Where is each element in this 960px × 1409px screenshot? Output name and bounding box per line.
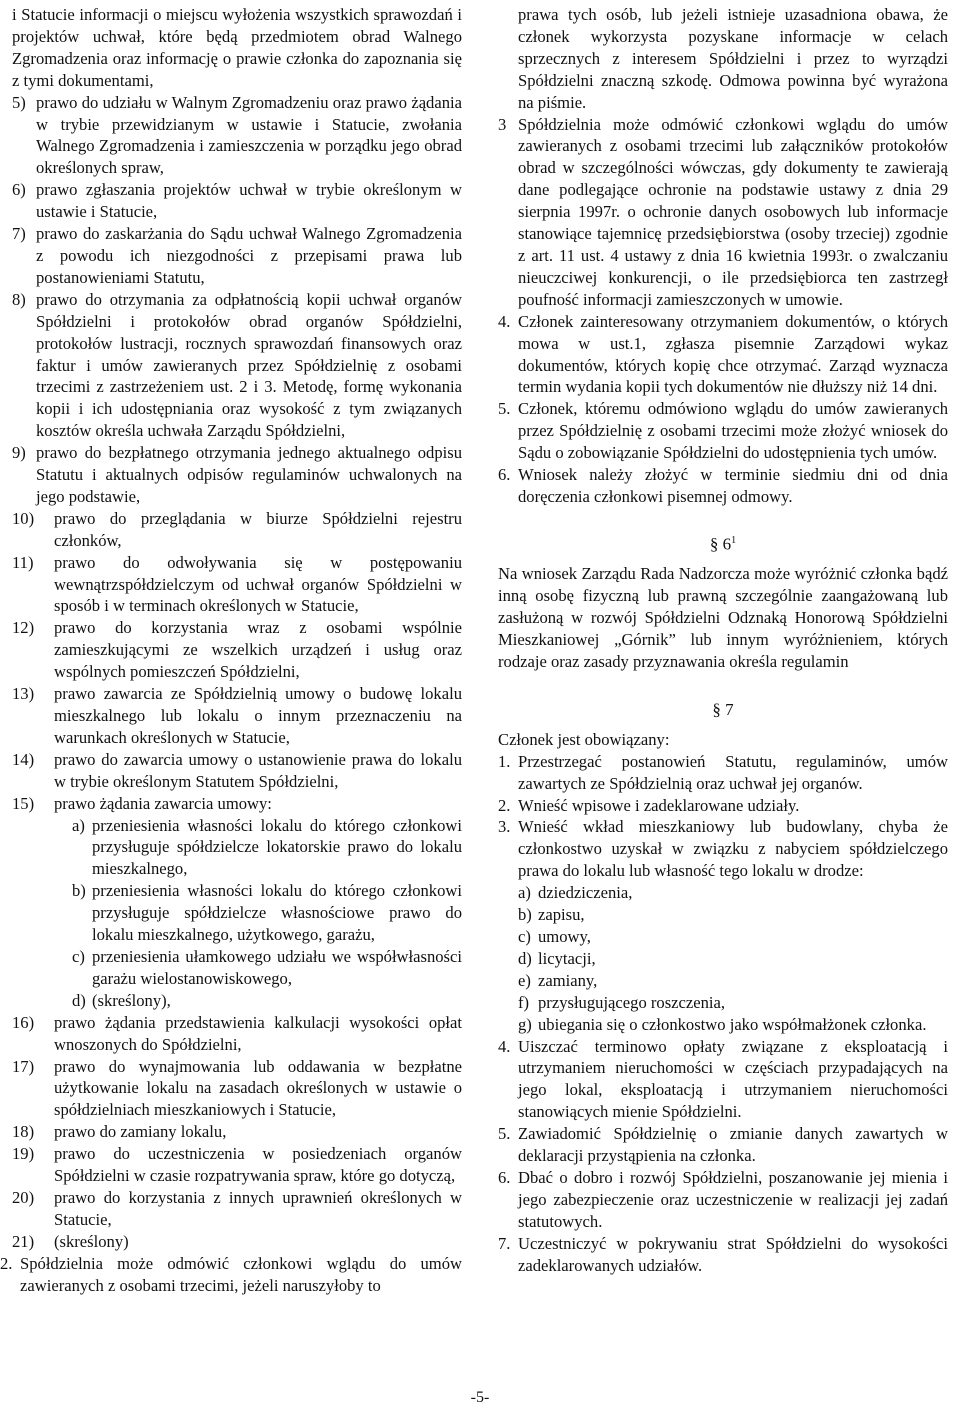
item-text: prawo do udziału w Walnym Zgromadzeniu oraz prawo żądania w trybie przewidzianym w ustawie i Statucie, zwołania Walnego Zgromadzenia i zamieszczenia w porządku jego obrad określonych spraw, xyxy=(36,92,462,178)
sub-item-text: dziedziczenia, xyxy=(538,883,633,903)
paragraph-point xyxy=(498,398,948,464)
point-text: Spółdzielnia może odmówić członkowi wglądu do umów zawieranych z osobami trzecimi, jeżeli naruszyłoby to xyxy=(20,1253,462,1295)
list-item xyxy=(12,179,462,223)
sub-list-item xyxy=(518,948,948,970)
sub-list-item xyxy=(72,990,462,1012)
continued-paragraph: prawa tych osób, lub jeżeli istnieje uzasadniona obawa, że członek wykorzysta pozyskane informacje w celach sprzecznych z interesem Spółdzielni i przez to wyrządzi Spółdzielni znaczną szkodę. Odmowa powinna być wyrażona na piśmie. xyxy=(518,5,948,112)
list-item xyxy=(12,1231,462,1253)
sub-item-letter: d) xyxy=(518,948,532,968)
item-text: prawo do zamiany lokalu, xyxy=(54,1122,227,1142)
section-heading: § 7 xyxy=(712,699,734,719)
list-item xyxy=(12,92,462,180)
item-number: 10) xyxy=(12,508,35,528)
item-number: 3. xyxy=(498,817,511,837)
point-number: 6. xyxy=(498,465,511,485)
item-number: 15) xyxy=(12,793,35,813)
item-text: prawo do otrzymania za odpłatnością kopii uchwał organów Spółdzielni i protokołów obrad organów Spółdzielni, protokołów lustracji, rocznych sprawozdań finansowych oraz faktur i umów zawieranych przez Spółdzielnię z osobami trzecimi z zastrzeżeniem ust. 2 i 3. Metodę, formę wykonania kopii i ich udostępniania oraz wysokość z tym związanych kosztów określa uchwała Zarządu Spółdzielni, xyxy=(36,289,462,441)
sub-list-item xyxy=(72,946,462,990)
list-item xyxy=(12,442,462,508)
list-item xyxy=(12,289,462,442)
sub-item-text: przeniesienia własności lokalu do którego członkowi przysługuje spółdzielcze lokatorskie prawo do lokalu mieszkalnego, xyxy=(92,815,462,879)
item-text: Wnieść wkład mieszkaniowy lub budowlany, chyba że członkostwo uzyskał w związku z nabyciem spółdzielczego prawa do lokalu lub własność tego lokalu w drodze: xyxy=(518,817,948,881)
list-item xyxy=(12,749,462,793)
list-item xyxy=(12,1187,462,1231)
sub-item-text: ubiegania się o członkostwo jako współmałżonek członka. xyxy=(538,1014,927,1034)
item-text: Uiszczać terminowo opłaty związane z eksploatacją i utrzymaniem nieruchomości w częściach przypadających na jego lokal, eksploatacją i utrzymaniem nieruchomości stanowiących mienie Spółdzielni. xyxy=(518,1036,948,1122)
section-superscript: 1 xyxy=(731,534,737,546)
item-number: 18) xyxy=(12,1122,35,1142)
item-number: 7. xyxy=(498,1233,511,1253)
item-text: (skreślony) xyxy=(54,1231,129,1251)
item-text: prawo do wynajmowania lub oddawania w bezpłatne użytkowanie lokalu na zasadach określonych w ustawie o spółdzielniach mieszkaniowych i Statucie, xyxy=(54,1056,462,1120)
point-text: Członek zainteresowany otrzymaniem dokumentów, o których mowa w ust.1, zgłasza pisemnie Zarządowi wykaz dokumentów, których kopię chce otrzymać. Zarząd wyznacza termin wydania kopii tych dokumentów nie dłuższy niż 14 dni. xyxy=(518,311,948,397)
sub-item-text: umowy, xyxy=(538,927,591,946)
item-text: prawo zgłaszania projektów uchwał w trybie określonym w ustawie i Statucie, xyxy=(36,180,462,222)
list-item xyxy=(12,223,462,289)
sub-list-item xyxy=(518,882,948,904)
item-number: 6. xyxy=(498,1167,511,1187)
item-number: 7) xyxy=(12,224,26,244)
item-text: prawo zawarcia ze Spółdzielnią umowy o budowę lokalu mieszkalnego lub lokalu o innym przeznaczeniu na warunkach określonych w Statucie, xyxy=(54,684,462,747)
sub-list-item xyxy=(518,904,948,926)
list-item xyxy=(498,1036,948,1124)
sub-item-letter: c) xyxy=(72,946,85,966)
sub-item-text: licytacji, xyxy=(538,948,596,968)
sub-item-letter: d) xyxy=(72,990,86,1010)
item-number: 4. xyxy=(498,1036,511,1056)
item-number: 9) xyxy=(12,443,26,463)
list-item xyxy=(12,793,462,815)
list-item xyxy=(498,1233,948,1277)
point-number: 4. xyxy=(498,311,511,331)
item-text: prawo żądania przedstawienia kalkulacji wysokości opłat wnoszonych do Spółdzielni, xyxy=(54,1012,462,1054)
item-text: Uczestniczyć w pokrywaniu strat Spółdzielni do wysokości zadeklarowanych udziałów. xyxy=(518,1233,948,1275)
sub-item-text: zamiany, xyxy=(538,970,598,990)
paragraph-point xyxy=(498,114,948,311)
item-number: 19) xyxy=(12,1144,35,1164)
section-paragraph: Na wniosek Zarządu Rada Nadzorcza może wyróżnić członka bądź inną osobę fizyczną lub prawną szczególnie zaangażowaną lub zasłużoną w rozwój Spółdzielni Odznaką Honorową Spółdzielni Mieszkaniowej „Górnik” lub innym wyróżnieniem, których rodzaje oraz zasady przyznawania określa regulamin xyxy=(498,564,948,672)
list-item xyxy=(12,508,462,552)
item-text: prawo do zaskarżania do Sądu uchwał Walnego Zgromadzenia z powodu ich niezgodności z przepisami prawa lub postanowieniami Statutu, xyxy=(36,224,462,287)
item-text: prawo do korzystania z innych uprawnień określonych w Statucie, xyxy=(54,1187,462,1229)
list-item xyxy=(498,816,948,882)
point-text: Wniosek należy złożyć w terminie siedmiu dni od dnia doręczenia członkowi pisemnej odmowy. xyxy=(518,465,948,506)
point-text: Spółdzielnia może odmówić członkowi wglądu do umów zawieranych z osobami trzecimi lub załączników protokołów obrad w szczególności wówczas, gdy dokumenty te zawierają dane podlegające ochronie na podstawie ustawy z dnia 29 sierpnia 1997r. o ochronie danych osobowych lub informacje stanowiące tajemnicę przedsiębiorstwa (osoby trzeciej) zgodnie z art. 11 ust. 4 ustawy z dnia 16 kwietnia 1993r. o zwalczaniu nieuczciwej konkurencji, o ile przedsiębiorca ten zastrzegł poufność informacji zamieszczonych w umowie. xyxy=(518,114,948,309)
item-number: 1. xyxy=(498,751,511,771)
sub-item-letter: g) xyxy=(518,1014,532,1034)
point-number: 5. xyxy=(498,399,511,419)
item-number: 8) xyxy=(12,289,26,309)
sub-item-text: przeniesienia własności lokalu do którego członkowi przysługuje spółdzielcze własnościowe prawo do lokalu mieszkalnego, użytkowego, garażu, xyxy=(92,881,462,945)
item-text: Przestrzegać postanowień Statutu, regulaminów, umów zawartych ze Spółdzielnią oraz uchwał jej organów. xyxy=(518,751,948,793)
sub-item-letter: b) xyxy=(518,905,532,925)
item-text: Zawiadomić Spółdzielnię o zmianie danych zawartych w deklaracji przystąpienia na członka. xyxy=(518,1124,948,1166)
page-number: -5- xyxy=(470,1389,490,1406)
sub-list-item xyxy=(518,1014,948,1036)
section-intro: Członek jest obowiązany: xyxy=(498,729,670,749)
item-text: prawo do odwoływania się w postępowaniu wewnątrzspółdzielczym od uchwał organów Spółdzielni w sposób i w terminach określonych w Statucie, xyxy=(54,552,462,616)
point-number: 2. xyxy=(0,1253,13,1273)
sub-item-letter: f) xyxy=(518,992,530,1012)
list-item xyxy=(498,795,948,817)
item-text: prawo do bezpłatnego otrzymania jednego aktualnego odpisu Statutu i aktualnych odpisów regulaminów uchwalonych na jego podstawie, xyxy=(36,443,462,506)
item-number: 17) xyxy=(12,1056,35,1076)
item-text: prawo żądania zawarcia umowy: xyxy=(54,793,272,813)
paragraph-point xyxy=(0,1253,462,1297)
list-item xyxy=(12,552,462,618)
item-number: 16) xyxy=(12,1012,35,1032)
item-number: 14) xyxy=(12,749,35,769)
item-text: Wnieść wpisowe i zadeklarowane udziały. xyxy=(518,795,800,815)
item-number: 2. xyxy=(498,795,511,815)
item-text: prawo do przeglądania w biurze Spółdzielni rejestru członków, xyxy=(54,508,462,550)
intro-paragraph: i Statucie informacji o miejscu wyłożenia wszystkich sprawozdań i projektów uchwał, które będą przedmiotem obrad Walnego Zgromadzenia oraz informację o prawie członka do zapoznania się z tymi dokumentami, xyxy=(12,5,462,90)
sub-item-text: zapisu, xyxy=(538,905,585,925)
sub-list-item xyxy=(518,970,948,992)
item-number: 5) xyxy=(12,92,26,112)
list-item xyxy=(12,1143,462,1187)
point-number: 3 xyxy=(498,114,507,134)
item-text: Dbać o dobro i rozwój Spółdzielni, poszanowanie jej mienia i jego zabezpieczenie oraz uczestniczenie w realizacji jej zadań statutowych. xyxy=(518,1167,948,1231)
point-text: Członek, któremu odmówiono wglądu do umów zawieranych przez Spółdzielnię z osobami trzecimi może złożyć wniosek do Sądu o zobowiązanie Spółdzielni do udostępnienia tych umów. xyxy=(518,399,948,463)
item-number: 13) xyxy=(12,684,35,704)
item-text: prawo do uczestniczenia w posiedzeniach organów Spółdzielni w czasie rozpatrywania spraw, które go dotyczą, xyxy=(54,1144,462,1186)
list-item xyxy=(12,683,462,749)
left-column xyxy=(0,4,462,1296)
item-number: 11) xyxy=(12,552,34,572)
sub-item-letter: b) xyxy=(72,881,86,901)
sub-item-text: przysługującego roszczenia, xyxy=(538,992,726,1012)
section-heading xyxy=(498,530,948,556)
sub-item-letter: a) xyxy=(518,883,531,903)
sub-list-item xyxy=(518,992,948,1014)
section-mark: § 6 xyxy=(709,534,732,554)
paragraph-point xyxy=(498,464,948,508)
item-number: 21) xyxy=(12,1231,35,1251)
sub-item-letter: a) xyxy=(72,815,85,835)
sub-item-letter: c) xyxy=(518,927,531,946)
right-column xyxy=(498,4,948,1277)
item-number: 6) xyxy=(12,180,26,200)
list-item xyxy=(12,1056,462,1122)
sub-list-item xyxy=(518,926,948,948)
sub-item-letter: e) xyxy=(518,970,531,990)
paragraph-point xyxy=(498,311,948,399)
list-item xyxy=(498,751,948,795)
item-number: 20) xyxy=(12,1187,35,1207)
list-item xyxy=(498,1167,948,1233)
sub-list-item xyxy=(72,880,462,946)
item-number: 12) xyxy=(12,618,35,638)
sub-item-text: przeniesienia ułamkowego udziału we współwłasności garażu wielostanowiskowego, xyxy=(92,946,462,988)
sub-list-item xyxy=(72,815,462,881)
item-text: prawo do zawarcia umowy o ustanowienie prawa do lokalu w trybie określonym Statutem Spółdzielni, xyxy=(54,749,462,791)
list-item xyxy=(498,1123,948,1167)
item-number: 5. xyxy=(498,1124,511,1144)
sub-item-text: (skreślony), xyxy=(92,990,171,1010)
list-item xyxy=(12,617,462,683)
list-item xyxy=(12,1121,462,1143)
item-text: prawo do korzystania wraz z osobami wspólnie zamieszkującymi ze wszelkich urządzeń i usług oraz wspólnych pomieszczeń Spółdzielni, xyxy=(54,618,462,682)
list-item xyxy=(12,1012,462,1056)
